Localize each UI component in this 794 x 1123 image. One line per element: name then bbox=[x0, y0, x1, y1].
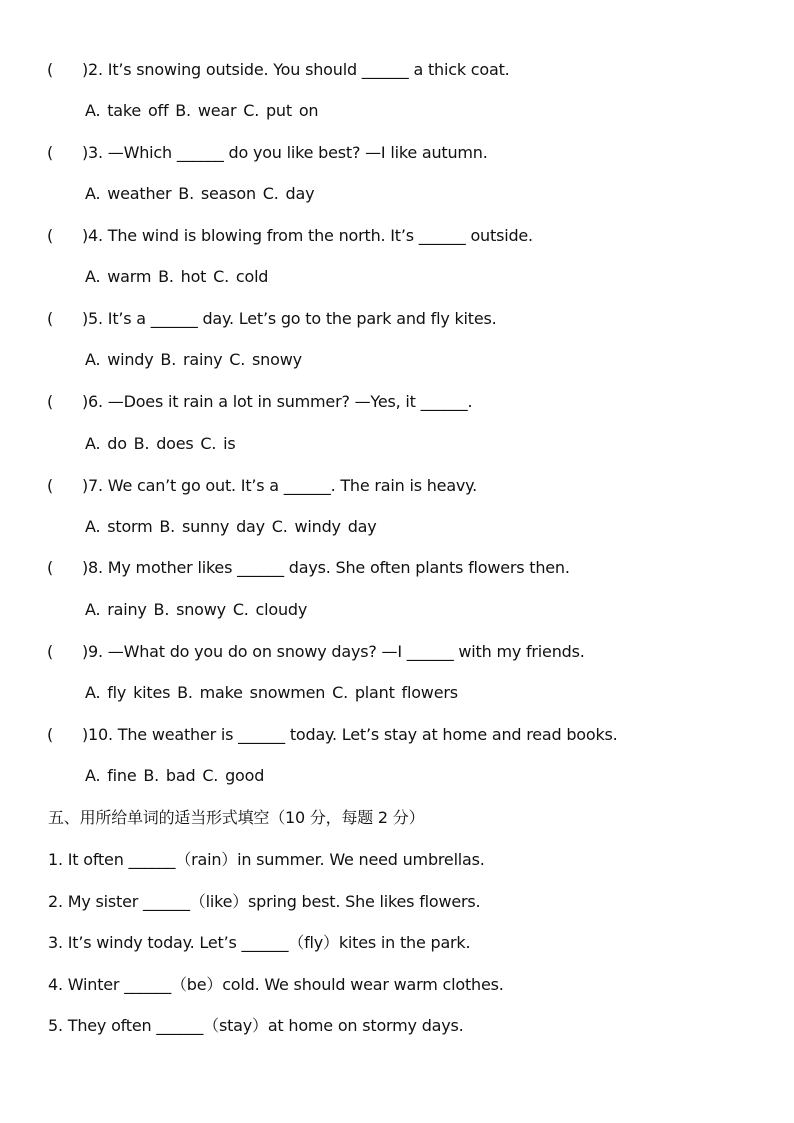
question-7-options: A. storm B. sunny day C. windy day bbox=[85, 517, 377, 536]
question-text: )7. We can’t go out. It’s a ______. The rain is heavy. bbox=[82, 476, 478, 495]
section-title: 五、用所给单词的适当形式填空（10 分，每题 2 分） bbox=[48, 808, 425, 827]
answer-paren: ( bbox=[47, 60, 54, 79]
question-8-options: A. rainy B. snowy C. cloudy bbox=[85, 600, 308, 619]
fill-item-1: 1. It often ______（rain）in summer. We need umbrellas. bbox=[48, 850, 485, 869]
answer-paren: ( bbox=[47, 476, 54, 495]
answer-paren: ( bbox=[47, 309, 54, 328]
question-text: )3. —Which ______ do you like best? —I like autumn. bbox=[82, 143, 488, 162]
answer-paren: ( bbox=[47, 226, 54, 245]
question-text: )9. —What do you do on snowy days? —I ______ with my friends. bbox=[82, 642, 585, 661]
fill-item-4: 4. Winter ______（be）cold. We should wear warm clothes. bbox=[48, 975, 504, 994]
question-text: )6. —Does it rain a lot in summer? —Yes, it ______. bbox=[82, 392, 473, 411]
question-9-options: A. fly kites B. make snowmen C. plant flowers bbox=[85, 683, 458, 702]
question-text: )4. The wind is blowing from the north. It’s ______ outside. bbox=[82, 226, 533, 245]
fill-item-2: 2. My sister ______（like）spring best. She likes flowers. bbox=[48, 892, 481, 911]
answer-paren: ( bbox=[47, 392, 54, 411]
answer-paren: ( bbox=[47, 642, 54, 661]
question-10-options: A. fine B. bad C. good bbox=[85, 766, 265, 785]
question-text: )2. It’s snowing outside. You should ______ a thick coat. bbox=[82, 60, 510, 79]
answer-paren: ( bbox=[47, 558, 54, 577]
fill-item-5: 5. They often ______（stay）at home on stormy days. bbox=[48, 1016, 464, 1035]
answer-paren: ( bbox=[47, 143, 54, 162]
answer-paren: ( bbox=[47, 725, 54, 744]
question-4-options: A. warm B. hot C. cold bbox=[85, 267, 269, 286]
question-2-options: A. take off B. wear C. put on bbox=[85, 101, 319, 120]
question-6-options: A. do B. does C. is bbox=[85, 434, 236, 453]
question-5-options: A. windy B. rainy C. snowy bbox=[85, 350, 302, 369]
question-text: )10. The weather is ______ today. Let’s stay at home and read books. bbox=[82, 725, 618, 744]
question-3-options: A. weather B. season C. day bbox=[85, 184, 315, 203]
question-text: )8. My mother likes ______ days. She often plants flowers then. bbox=[82, 558, 570, 577]
question-text: )5. It’s a ______ day. Let’s go to the park and fly kites. bbox=[82, 309, 497, 328]
fill-item-3: 3. It’s windy today. Let’s ______（fly）kites in the park. bbox=[48, 933, 471, 952]
